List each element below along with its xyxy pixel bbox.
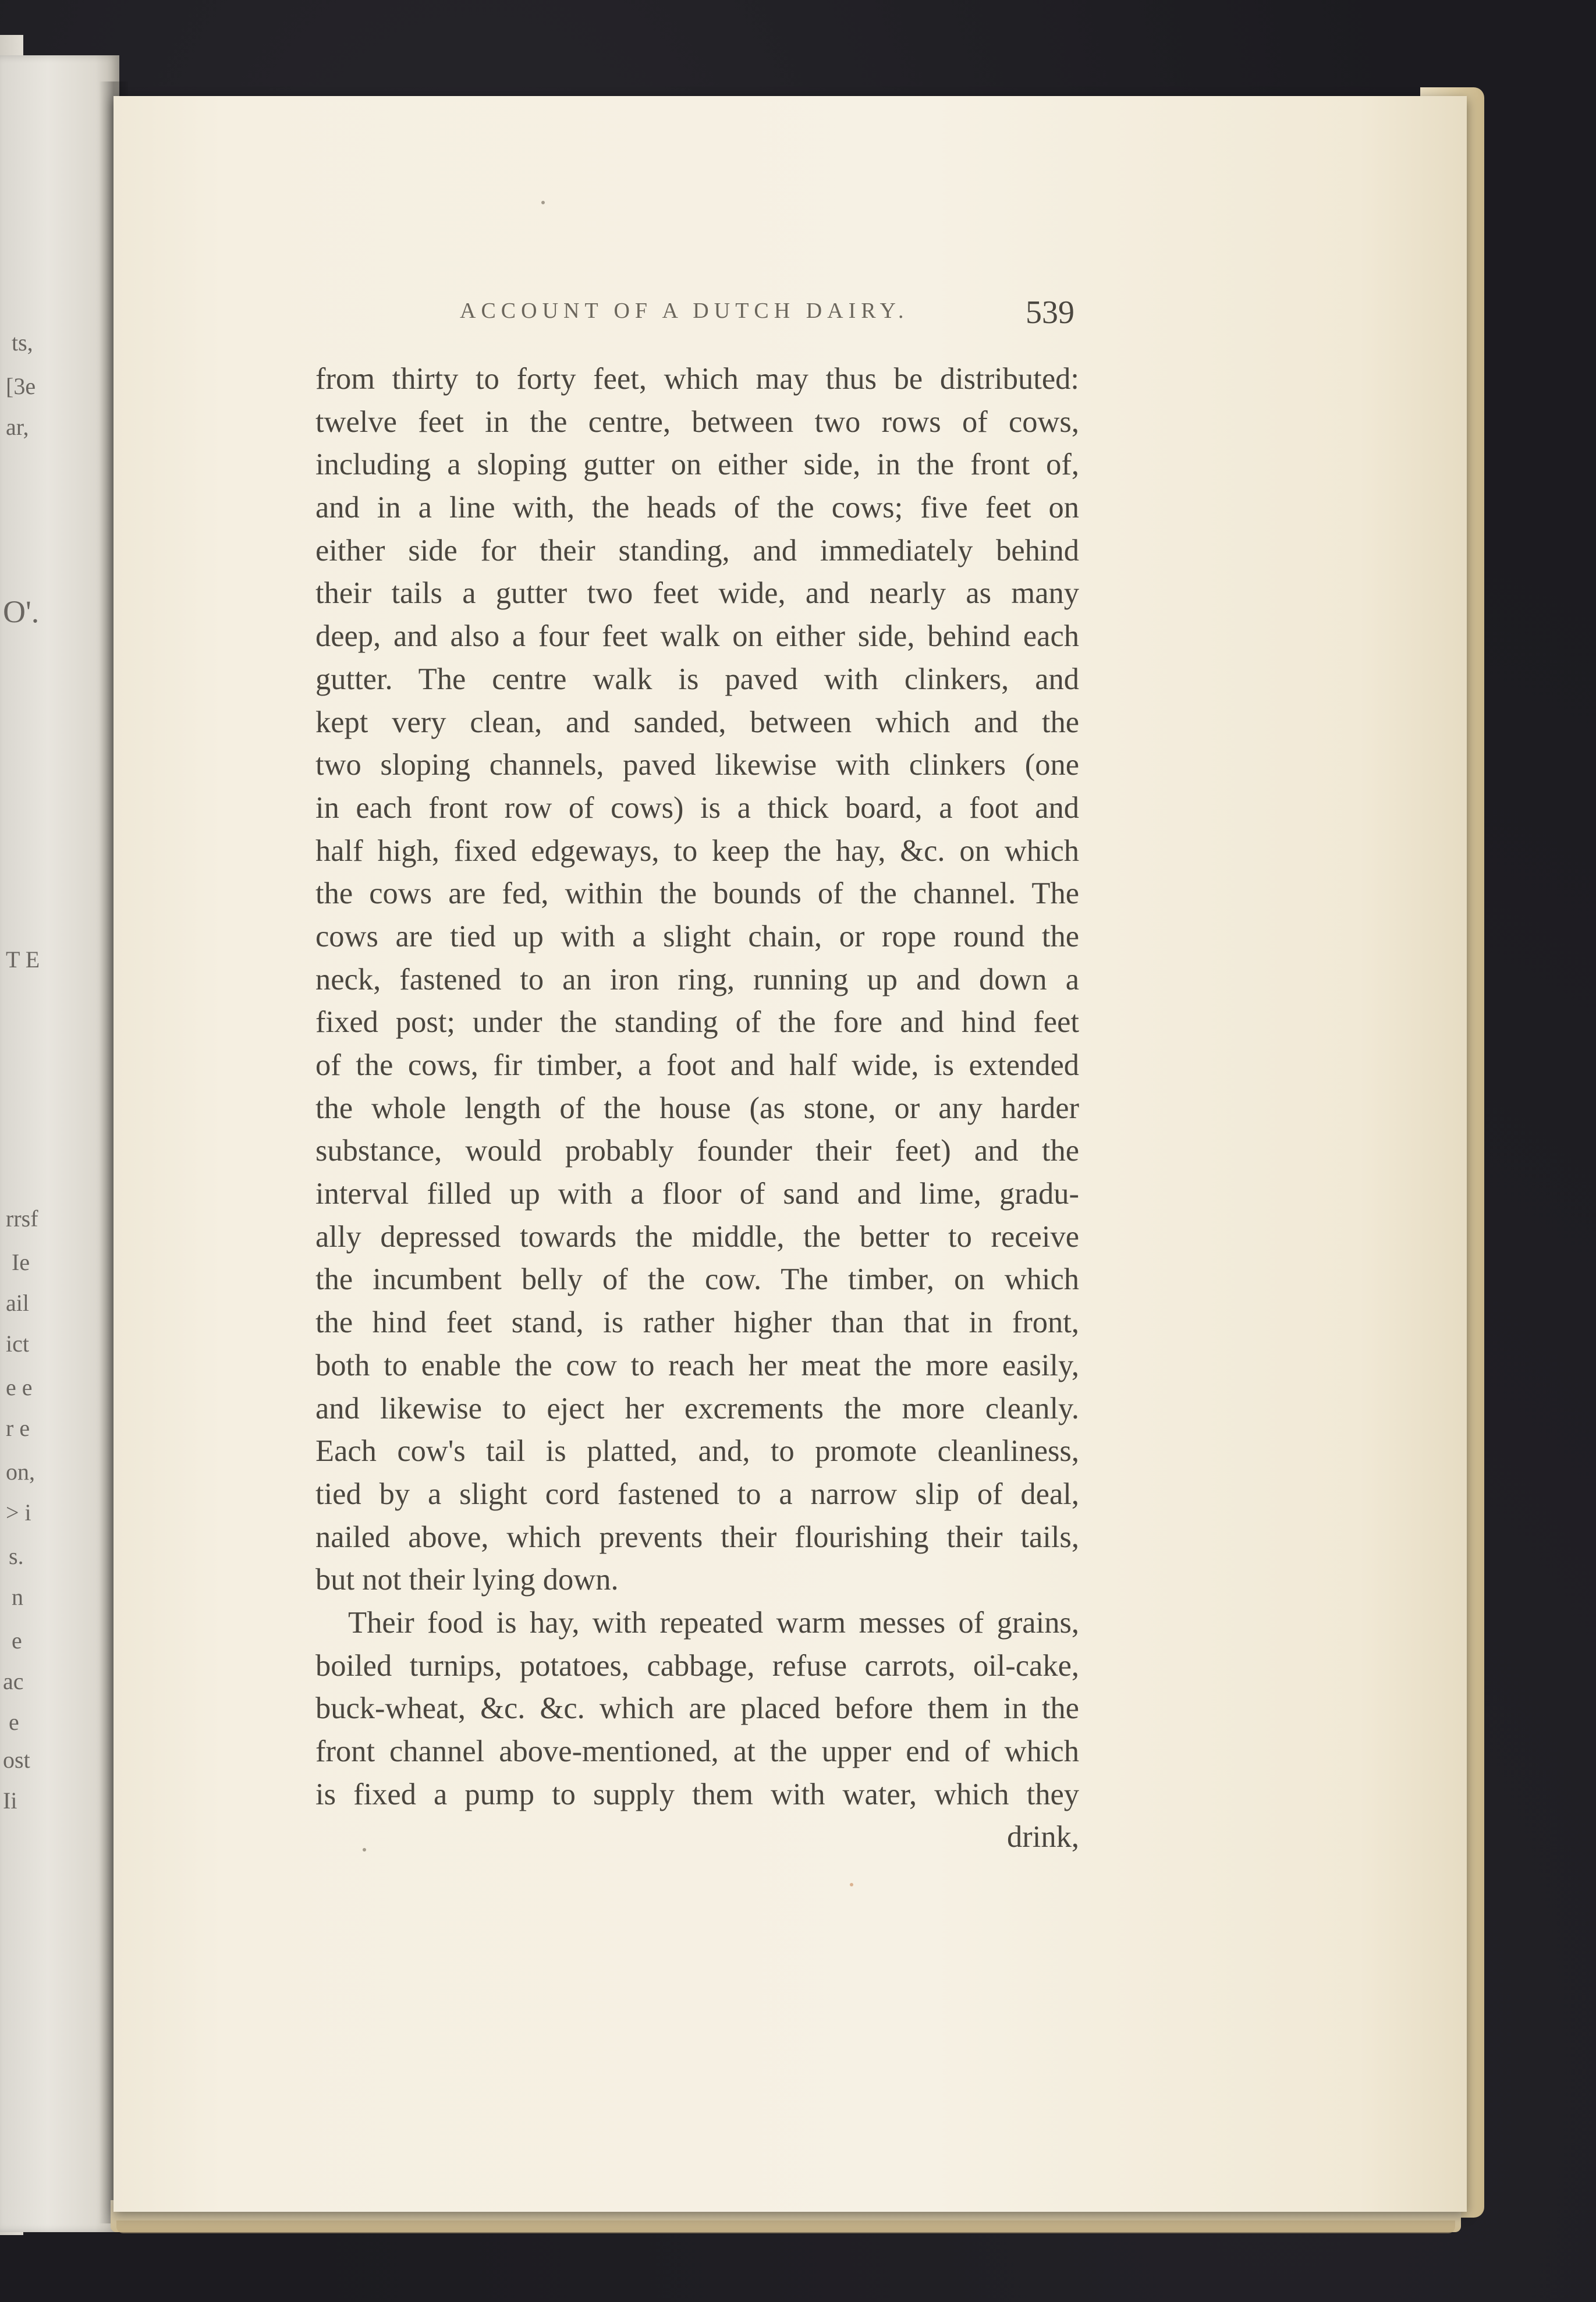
text-line: front channel above-mentioned, at the upper end of which: [315, 1735, 1079, 1768]
text-line: from thirty to forty feet, which may thus be distributed:: [315, 362, 1079, 396]
text-line: two sloping channels, paved likewise with clinkers (one: [315, 748, 1079, 782]
text-line: neck, fastened to an iron ring, running up and down a: [315, 962, 1079, 996]
text-line: and in a line with, the heads of the cows; five feet on: [315, 491, 1079, 525]
left-page-fragment: ac: [3, 1668, 24, 1694]
left-page-fragment: Ii: [3, 1787, 17, 1814]
text-line: ally depressed towards the middle, the better to receive: [315, 1219, 1079, 1254]
left-page-fragment: Ie: [12, 1249, 30, 1275]
text-line: the incumbent belly of the cow. The timber, on which: [315, 1262, 1079, 1297]
left-page-fragment: ar,: [6, 414, 29, 440]
left-page-fragment: s.: [9, 1543, 24, 1569]
running-title: ACCOUNT OF A DUTCH DAIRY.: [460, 299, 909, 323]
text-line: including a sloping gutter on either side, in the front of,: [315, 448, 1079, 482]
text-line: is fixed a pump to supply them with water, which they: [315, 1777, 1079, 1811]
left-page-fragment: > i: [6, 1499, 31, 1526]
left-page-fragment: r e: [6, 1415, 30, 1441]
catchword: drink,: [1007, 1820, 1079, 1854]
text-line: in each front row of cows) is a thick board, a foot and: [315, 790, 1079, 825]
text-line: Their food is hay, with repeated warm messes of grains,: [348, 1605, 1079, 1640]
left-page-fragment: ict: [6, 1331, 29, 1357]
text-line: half high, fixed edgeways, to keep the hay, &c. on which: [315, 833, 1079, 868]
text-line: both to enable the cow to reach her meat the more easily,: [315, 1348, 1079, 1382]
text-line: tied by a slight cord fastened to a narrow slip of deal,: [315, 1477, 1079, 1511]
left-page-fragment: ail: [6, 1290, 29, 1316]
text-line: boiled turnips, potatoes, cabbage, refuse carrots, oil-cake,: [315, 1648, 1079, 1683]
text-line: gutter. The centre walk is paved with clinkers, and: [315, 662, 1079, 696]
left-page-fragment: T E: [6, 946, 40, 973]
text-line: interval filled up with a floor of sand and lime, gradu-: [315, 1177, 1079, 1211]
left-page-fragment: ost: [3, 1747, 30, 1773]
text-line: fixed post; under the standing of the fore and hind feet: [315, 1005, 1079, 1040]
left-page-fragment: e: [12, 1627, 22, 1654]
text-line: of the cows, fir timber, a foot and half wide, is extended: [315, 1048, 1079, 1082]
text-line: the cows are fed, within the bounds of the channel. The: [315, 877, 1079, 911]
text-line: and likewise to eject her excrements the more cleanly.: [315, 1391, 1079, 1425]
paper-speck: [850, 1883, 853, 1886]
text-line: the whole length of the house (as stone, or any harder: [315, 1091, 1079, 1125]
text-line: their tails a gutter two feet wide, and nearly as many: [315, 576, 1079, 611]
left-page-fragment: e e: [6, 1374, 33, 1400]
left-page-fragment: O'.: [3, 594, 40, 629]
page-number: 539: [1026, 295, 1074, 331]
text-line: kept very clean, and sanded, between which and the: [315, 705, 1079, 739]
left-page-fragment: e: [9, 1709, 19, 1735]
text-line: but not their lying down.: [315, 1563, 619, 1597]
text-line: nailed above, which prevents their flourishing their tails,: [315, 1520, 1079, 1554]
left-page-fragment: rrsf: [6, 1205, 38, 1232]
paper-speck: [541, 201, 545, 204]
text-line: twelve feet in the centre, between two rows of cows,: [315, 405, 1079, 439]
text-line: deep, and also a four feet walk on either side, behind each: [315, 619, 1079, 654]
text-line: Each cow's tail is platted, and, to promote cleanliness,: [315, 1434, 1079, 1469]
text-line: substance, would probably founder their feet) and the: [315, 1134, 1079, 1168]
body-text: [315, 358, 1079, 1859]
text-line: buck-wheat, &c. &c. which are placed before them in the: [315, 1691, 1079, 1726]
text-line: either side for their standing, and immediately behind: [315, 533, 1079, 567]
left-page-fragment: on,: [6, 1459, 35, 1485]
page-bottom-edge-shadow: [116, 2221, 1455, 2233]
left-page-fragment: [3e: [6, 373, 36, 399]
left-page-fragment: ts,: [12, 329, 33, 356]
text-line: cows are tied up with a slight chain, or rope round the: [315, 919, 1079, 953]
text-line: the hind feet stand, is rather higher than that in front,: [315, 1306, 1079, 1340]
left-page-fragment: n: [12, 1584, 23, 1610]
